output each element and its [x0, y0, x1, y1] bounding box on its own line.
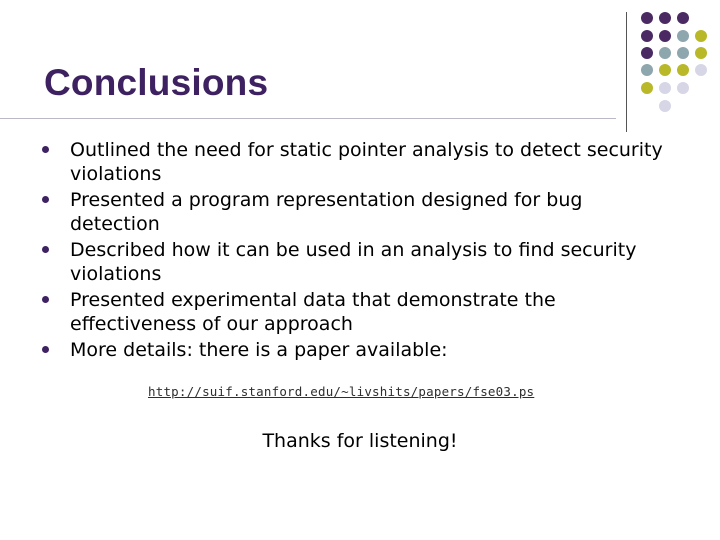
- bullet-dot-icon: [42, 346, 49, 353]
- dot: [641, 64, 653, 76]
- bullet-item: [40, 238, 670, 286]
- dot: [641, 12, 653, 24]
- dot: [659, 64, 671, 76]
- bullet-text: More details: there is a paper available:: [70, 339, 448, 361]
- dot: [659, 82, 671, 94]
- bullet-item: [40, 338, 670, 362]
- bullet-text: Outlined the need for static pointer analysis to detect security violations: [70, 139, 663, 185]
- dot: [641, 47, 653, 59]
- paper-link[interactable]: http://suif.stanford.edu/~livshits/papers/fse03.ps: [148, 384, 535, 399]
- bullet-text: Presented a program representation designed for bug detection: [70, 189, 583, 235]
- bullet-item: [40, 188, 670, 236]
- closing-text: Thanks for listening!: [262, 430, 458, 452]
- bullet-text: Presented experimental data that demonstrate the effectiveness of our approach: [70, 289, 556, 335]
- dot: [677, 12, 689, 24]
- slide-title: Conclusions: [44, 62, 269, 103]
- bullet-item: [40, 138, 670, 186]
- bullet-dot-icon: [42, 246, 49, 253]
- vertical-divider: [626, 12, 627, 132]
- bullet-dot-icon: [42, 296, 49, 303]
- dot: [677, 82, 689, 94]
- dot: [641, 30, 653, 42]
- dot: [659, 100, 671, 112]
- dot: [695, 64, 707, 76]
- dot: [659, 12, 671, 24]
- bullet-item: [40, 288, 670, 336]
- bullet-dot-icon: [42, 196, 49, 203]
- dot: [659, 30, 671, 42]
- title-underline: [0, 118, 616, 119]
- dot: [659, 47, 671, 59]
- bullet-list: [40, 138, 670, 362]
- dot: [677, 64, 689, 76]
- dot: [677, 47, 689, 59]
- bullet-text: Described how it can be used in an analysis to find security violations: [70, 239, 637, 285]
- dot: [695, 47, 707, 59]
- bullet-dot-icon: [42, 146, 49, 153]
- dot: [695, 30, 707, 42]
- dot: [641, 82, 653, 94]
- dot: [677, 30, 689, 42]
